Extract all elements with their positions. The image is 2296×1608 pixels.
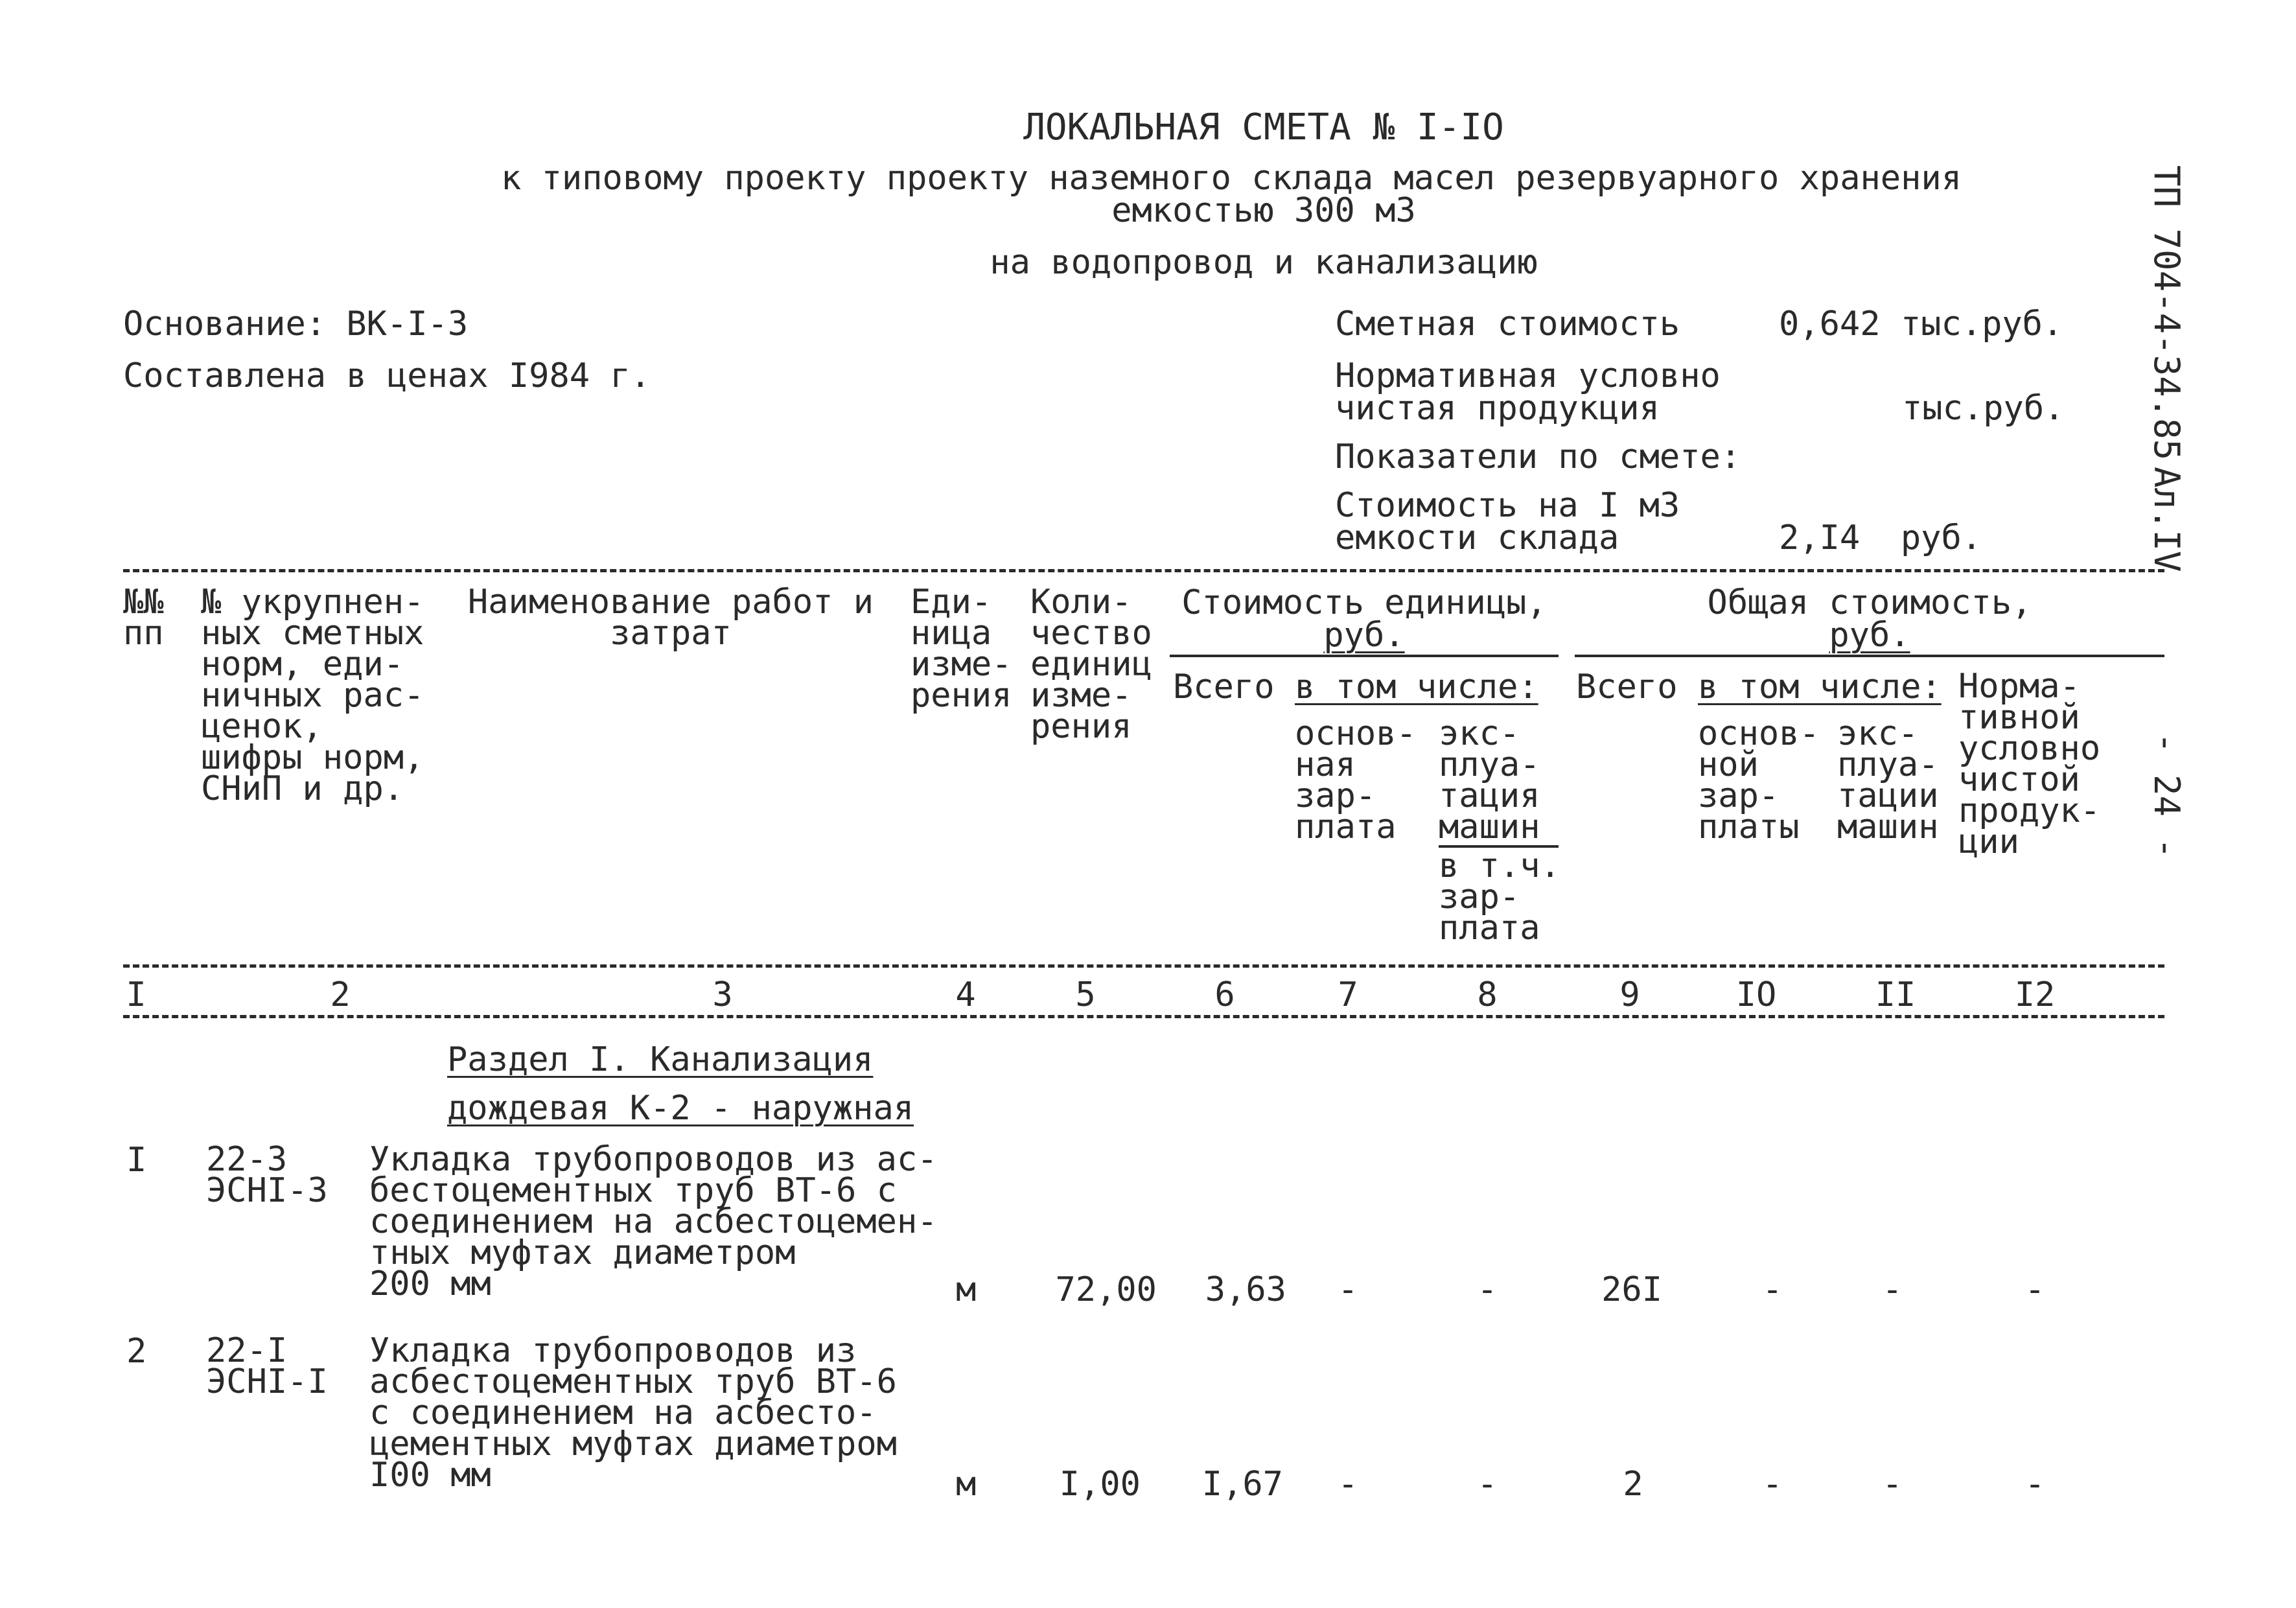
document-subtitle-capacity: емкостью 300 м3 (1111, 191, 1416, 230)
column-number: 4 (955, 975, 976, 1014)
row-unit: м (956, 1270, 977, 1309)
header-col-total: Всего (1576, 668, 1678, 706)
header-col-unit-total: Всего (1173, 668, 1275, 706)
row-total-salary: - (1762, 1270, 1783, 1309)
header-col-quantity: Коли- чество единиц изме- рения (1030, 583, 1152, 746)
row-total-salary: - (1762, 1465, 1783, 1504)
header-unit-including: в том числе: (1295, 668, 1538, 706)
estimated-cost-label: Сметная стоимость (1335, 305, 1680, 344)
project-code-stamp: ТП 704-4-34.85 (2146, 165, 2187, 461)
row-normative-product: - (2024, 1270, 2045, 1309)
header-col-unit: Еди- ница изме- рения (910, 583, 1012, 715)
header-col-total-salary: основ- ной зар- платы (1698, 714, 1820, 846)
row-norm-code: 22-I ЭСНI-I (206, 1331, 328, 1401)
row-number: 2 (126, 1332, 147, 1371)
section-title-line2: дождевая К-2 - наружная (447, 1089, 914, 1128)
unit-cost-group-rule (1170, 655, 1559, 657)
header-col-normative-product: Норма- тивной условно чистой продук- ции (1958, 667, 2101, 861)
header-col-work-name: Наименование работ и затрат (467, 583, 874, 653)
row-work-name: Укладка трубопроводов из ас- бестоцементных труб ВТ-6 с соединением на асбестоцемен- тных муфтах диаметром 200 мм (369, 1140, 938, 1303)
row-total-machines: - (1882, 1270, 1903, 1309)
album-stamp: Ал.IV (2146, 467, 2187, 572)
section-title-line1: Раздел I. Канализация (447, 1040, 874, 1079)
table-top-border (123, 569, 2164, 572)
document-title: ЛОКАЛЬНАЯ СМЕТА № I-IO (1023, 106, 1504, 148)
row-work-name: Укладка трубопроводов из асбестоцементных труб ВТ-6 с соединением на асбесто- цементных муфтах диаметром I00 мм (369, 1331, 897, 1495)
row-unit-salary: - (1338, 1270, 1358, 1309)
header-total-including: в том числе: (1698, 668, 1942, 706)
row-normative-product: - (2024, 1465, 2045, 1504)
row-unit-salary: - (1338, 1465, 1358, 1504)
row-total: 26I (1601, 1270, 1662, 1309)
document-subject: на водопровод и канализацию (990, 243, 1538, 282)
indicators-label: Показатели по смете: (1335, 437, 1741, 476)
row-unit: м (956, 1465, 977, 1504)
column-number: 8 (1477, 975, 1498, 1014)
estimated-cost-value: 0,642 тыс.руб. (1779, 305, 2063, 344)
header-col-unit-salary: основ- ная зар- плата (1295, 714, 1417, 846)
row-unit-machines: - (1477, 1465, 1498, 1504)
header-unit-cost-currency: руб. (1323, 616, 1405, 655)
column-number: 3 (712, 975, 733, 1014)
prices-label: Составлена в ценах I984 г. (123, 356, 651, 395)
page-number-stamp: - 24 - (2146, 732, 2187, 859)
column-number: 5 (1075, 975, 1096, 1014)
column-number-row-border (123, 1015, 2164, 1018)
normative-label-line2: чистая продукция (1335, 389, 1660, 428)
cost-per-m3-label-line1: Стоимость на I м3 (1335, 486, 1680, 525)
row-quantity: 72,00 (1055, 1270, 1157, 1309)
header-total-cost-currency: руб. (1829, 616, 1910, 655)
normative-unit: тыс.руб. (1902, 389, 2065, 428)
row-total-machines: - (1882, 1465, 1903, 1504)
header-col-unit-machines-salary: в т.ч. зар- плата (1439, 846, 1560, 948)
cost-per-m3-label-line2: емкости склада (1335, 519, 1619, 557)
row-total: 2 (1623, 1465, 1643, 1504)
header-total-cost-group: Общая стоимость, (1707, 583, 2032, 622)
row-unit-total: I,67 (1201, 1465, 1283, 1504)
column-number: 2 (330, 975, 351, 1014)
cost-per-m3-value: 2,I4 руб. (1779, 519, 1982, 557)
column-number: II (1875, 975, 1916, 1014)
column-number: I2 (2014, 975, 2056, 1014)
row-number: I (126, 1141, 147, 1180)
row-unit-total: 3,63 (1205, 1270, 1286, 1309)
row-norm-code: 22-3 ЭСНI-3 (206, 1140, 328, 1210)
table-header-bottom-border (123, 964, 2164, 968)
total-cost-group-rule (1575, 655, 2164, 657)
column-number: 9 (1619, 975, 1640, 1014)
normative-label-line1: Нормативная условно (1335, 356, 1721, 395)
basis-label: Основание: ВК-I-3 (123, 305, 469, 344)
column-number: 7 (1338, 975, 1358, 1014)
row-quantity: I,00 (1059, 1465, 1141, 1504)
header-col-total-machines: экс- плуа- тации машин (1837, 714, 1939, 846)
header-unit-cost-group: Стоимость единицы, (1181, 583, 1547, 622)
column-number: IO (1735, 975, 1777, 1014)
header-col-number: №№ пп (123, 583, 164, 653)
header-col-unit-machines: экс- плуа- тация машин (1439, 714, 1540, 846)
document-subtitle: к типовому проекту проекту наземного склада масел резервуарного хранения (500, 159, 1962, 198)
header-col-norm-code: № укрупнен- ных сметных норм, еди- ничных рас- ценок, шифры норм, СНиП и др. (201, 583, 424, 808)
row-unit-machines: - (1477, 1270, 1498, 1309)
column-number: I (126, 975, 146, 1014)
column-number: 6 (1214, 975, 1235, 1014)
